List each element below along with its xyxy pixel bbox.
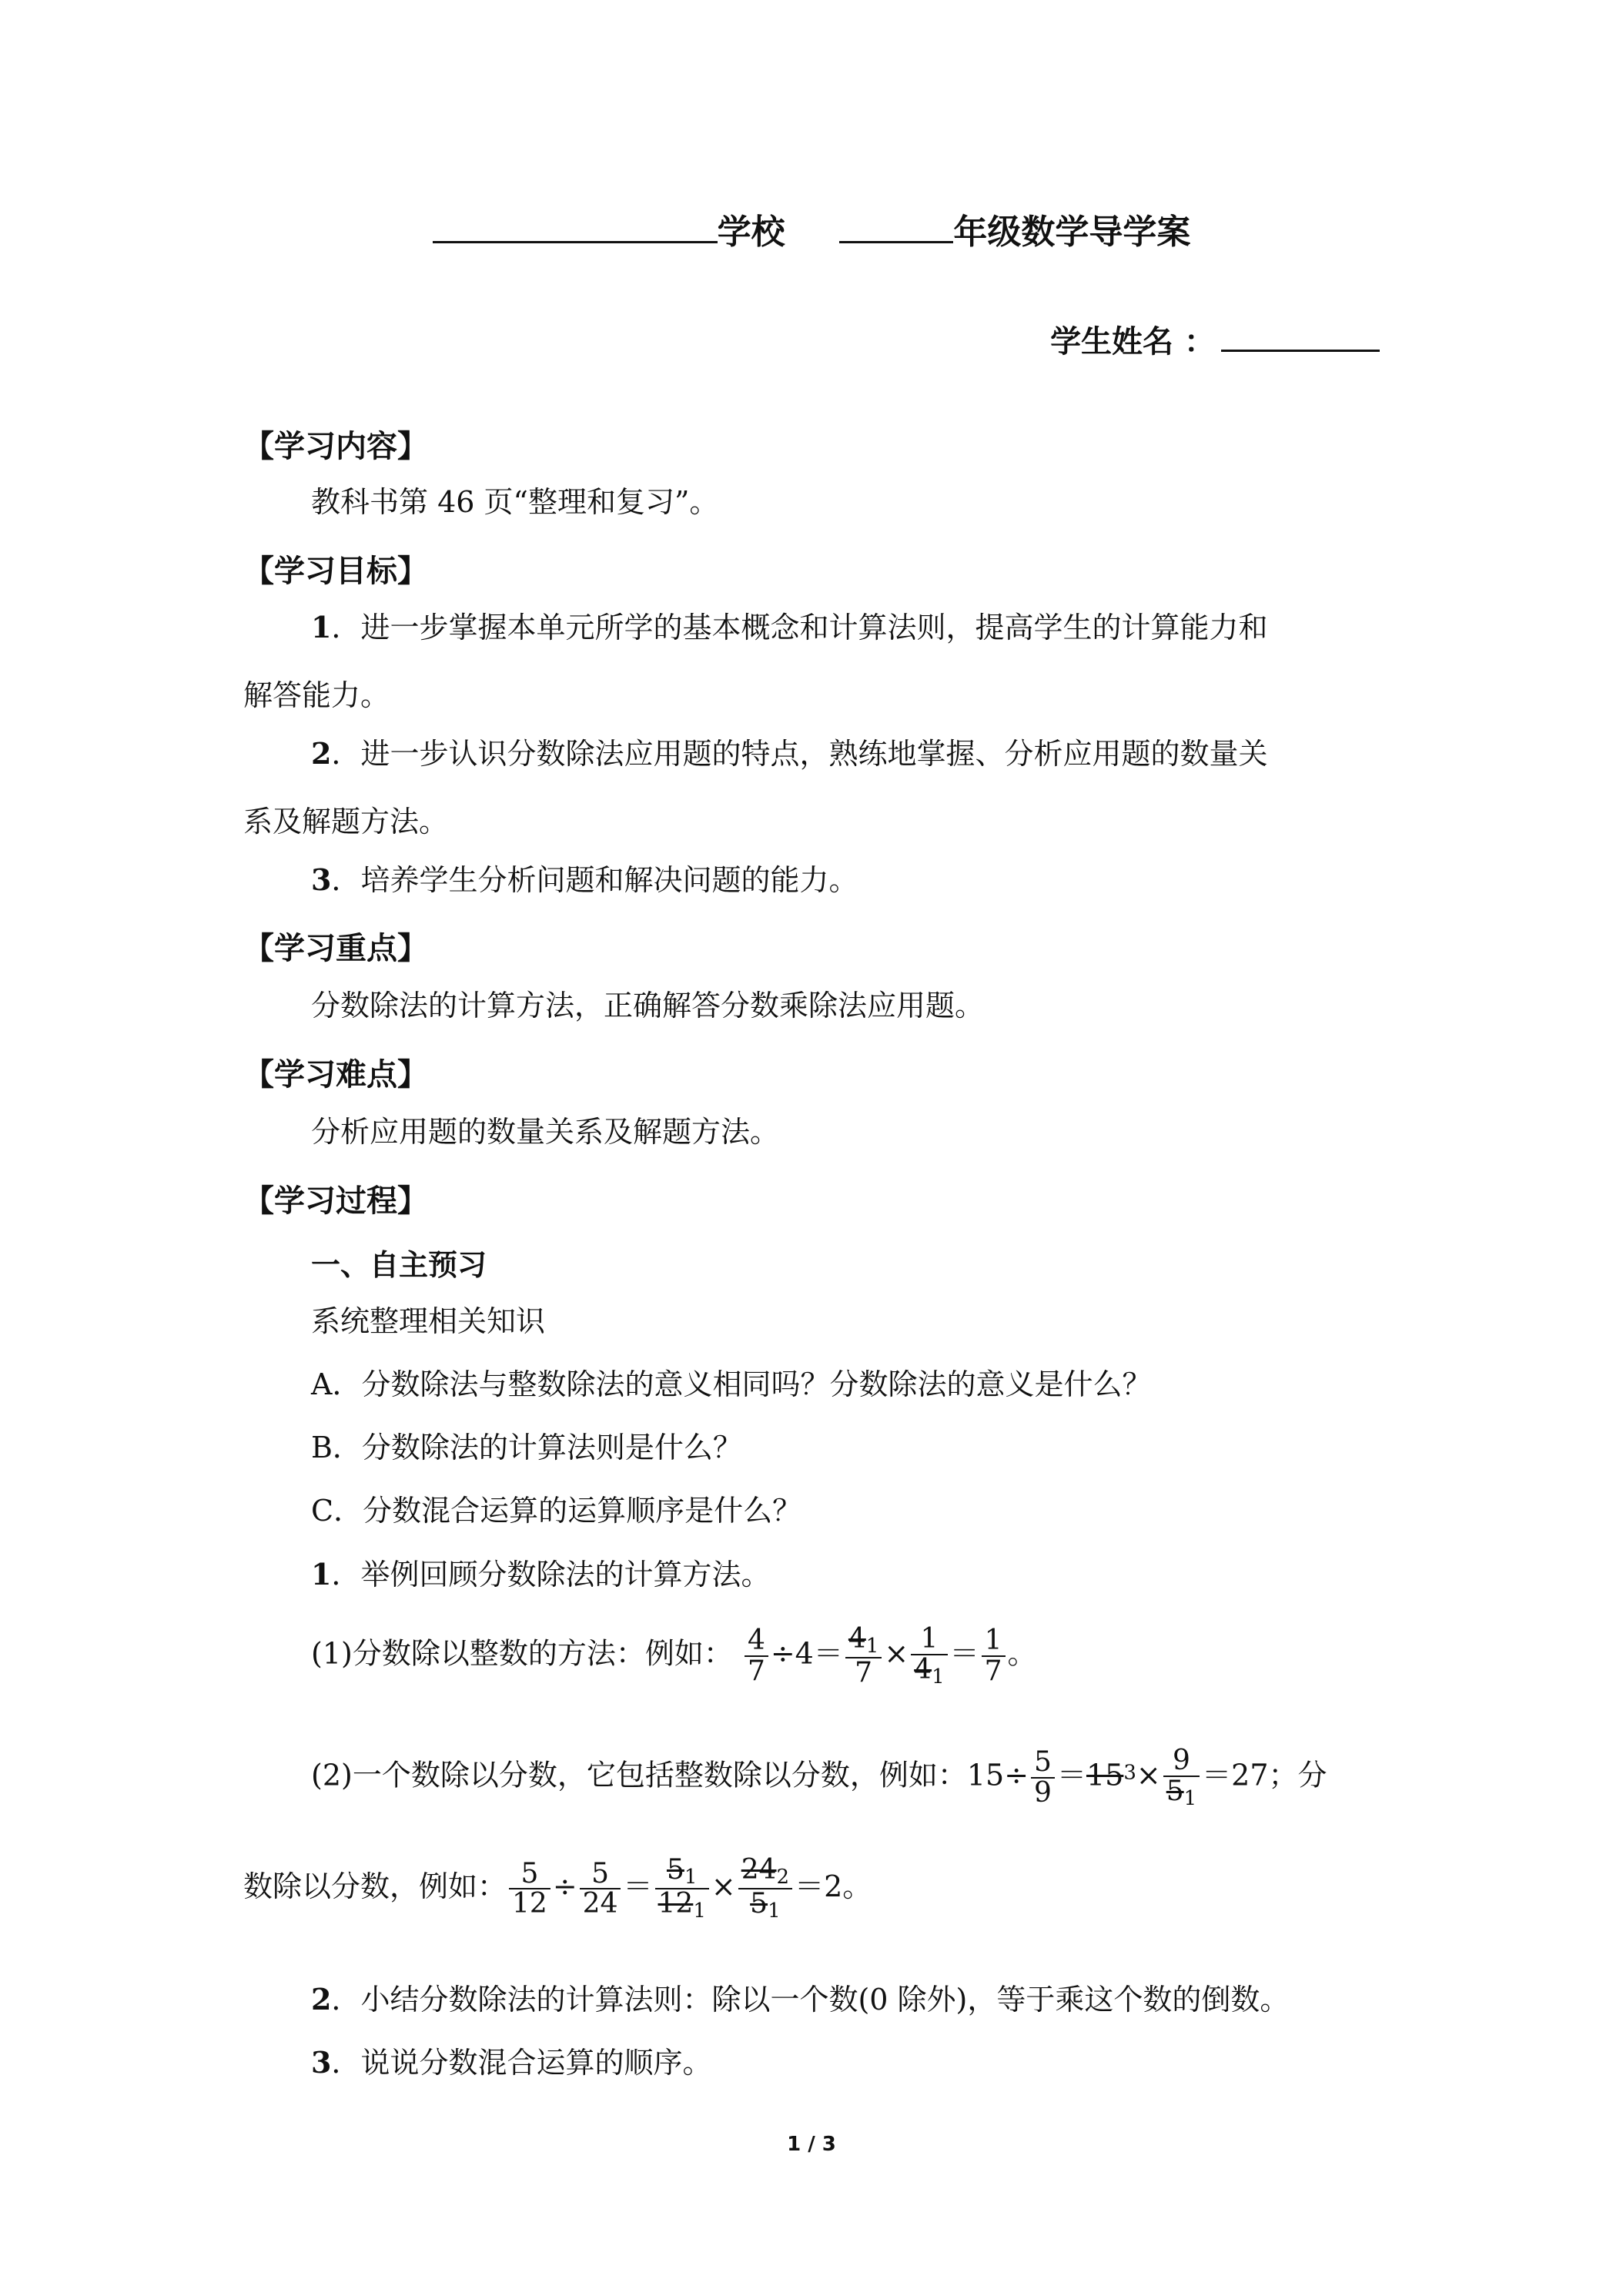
- op: ＝27: [1202, 1758, 1269, 1792]
- cancel-sub: 1: [693, 1899, 706, 1923]
- cancel-sub: 3: [1123, 1761, 1136, 1785]
- step-1-num: 1: [311, 1557, 332, 1591]
- op: ＝: [949, 1636, 979, 1671]
- fraction-num: 1: [911, 1625, 947, 1655]
- section-process-title: 【学习过程】: [243, 1183, 428, 1219]
- op: ÷: [552, 1869, 577, 1903]
- op: ＝2。: [795, 1869, 872, 1903]
- example-3-label: 数除以分数，例如：: [243, 1869, 507, 1903]
- part1-intro: 系统整理相关知识: [311, 1304, 546, 1338]
- cancel-sub: 1: [1183, 1786, 1197, 1810]
- fraction: [845, 1625, 882, 1688]
- fraction: [911, 1625, 947, 1688]
- school-label: 学校: [717, 213, 785, 252]
- section-difficulty-title: 【学习难点】: [243, 1057, 428, 1093]
- fraction: [1163, 1746, 1200, 1809]
- cancel-den: 5: [1166, 1775, 1184, 1807]
- grade-label: 年级数学导学案: [953, 213, 1191, 252]
- section-content-title: 【学习内容】: [243, 429, 428, 464]
- step-2-num: 2: [311, 1982, 332, 2017]
- goal-2-text: ．进一步认识分数除法应用题的特点，熟练地掌握、分析应用题的数量关: [331, 737, 1268, 771]
- goal-1: [311, 610, 1267, 646]
- cancel-num: 4: [848, 1623, 866, 1655]
- question-c: C．分数混合运算的运算顺序是什么？: [311, 1494, 802, 1528]
- page-number: 1 / 3: [787, 2133, 836, 2156]
- cancel-sub: 1: [932, 1665, 945, 1689]
- fraction: [738, 1856, 792, 1923]
- goal-2-num: 2: [311, 736, 332, 771]
- example-2-tail: ；分: [1268, 1758, 1327, 1792]
- fraction-den: [655, 1889, 709, 1922]
- example-2-label: (2)一个数除以分数，它包括整数除以分数，例如：: [311, 1758, 967, 1792]
- fraction-num: 9: [1163, 1746, 1200, 1777]
- key-text: 分数除法的计算方法，正确解答分数乘除法应用题。: [311, 989, 985, 1022]
- goal-1-num: 1: [311, 610, 332, 644]
- goal-1-text: ．进一步掌握本单元所学的基本概念和计算法则，提高学生的计算能力和: [331, 611, 1268, 644]
- goal-3-text: ．培养学生分析问题和解决问题的能力。: [331, 863, 858, 897]
- op: ×: [1136, 1758, 1161, 1792]
- op: ×: [884, 1636, 909, 1671]
- op: ＝: [1056, 1758, 1086, 1792]
- fraction: [509, 1859, 550, 1919]
- cancel-den: 12: [658, 1888, 694, 1920]
- fraction-num: 5: [509, 1859, 550, 1890]
- student-name-blank: [1221, 322, 1380, 352]
- page-title: [0, 204, 1623, 253]
- cancel-den: 5: [750, 1888, 768, 1920]
- goal-3-num: 3: [311, 862, 332, 897]
- grade-blank: [839, 212, 953, 243]
- step-3-num: 3: [311, 2045, 332, 2080]
- fraction-den: [738, 1889, 792, 1922]
- punct: 。: [1007, 1636, 1037, 1671]
- fraction-den: [1163, 1777, 1200, 1809]
- difficulty-text: 分析应用题的数量关系及解题方法。: [311, 1115, 780, 1149]
- student-name-field: [1050, 317, 1380, 361]
- fraction-den: 7: [855, 1657, 873, 1689]
- fraction-den: 24: [582, 1888, 618, 1920]
- cancel-sub: 2: [776, 1866, 790, 1889]
- fraction: [655, 1856, 709, 1923]
- example-1: [311, 1625, 1037, 1688]
- fraction: [982, 1626, 1006, 1686]
- fraction-num: [655, 1856, 709, 1889]
- cancel-sub: 1: [865, 1635, 879, 1658]
- op: 15÷: [966, 1758, 1029, 1792]
- op: ×: [711, 1869, 736, 1903]
- cancel-sub: 1: [768, 1899, 781, 1923]
- example-2: [311, 1746, 1327, 1809]
- content-text: 教科书第 46 页“整理和复习”。: [311, 485, 719, 519]
- goal-3: [311, 862, 858, 899]
- student-name-label: 学生姓名 ：: [1050, 324, 1215, 360]
- cancel-sub: 1: [684, 1866, 698, 1889]
- fraction-num: 5: [1031, 1748, 1055, 1779]
- fraction-num: 4: [745, 1626, 768, 1657]
- question-b: B．分数除法的计算法则是什么？: [311, 1431, 742, 1464]
- op: ÷4＝: [770, 1636, 843, 1671]
- goal-1-cont: 解答能力。: [243, 678, 390, 712]
- fraction-num: [738, 1856, 792, 1889]
- goal-2-cont: 系及解题方法。: [243, 805, 449, 838]
- cancel-num: 24: [741, 1854, 777, 1886]
- fraction-num: 5: [580, 1859, 621, 1890]
- part1-title: 一、自主预习: [311, 1248, 487, 1282]
- question-a: A．分数除法与整数除法的意义相同吗？分数除法的意义是什么？: [311, 1367, 1152, 1401]
- cancel-num: 15: [1086, 1758, 1124, 1792]
- step-1: [311, 1557, 770, 1593]
- cancel-den: 4: [914, 1653, 932, 1685]
- fraction: [580, 1859, 621, 1919]
- fraction-den: 7: [984, 1655, 1002, 1688]
- step-3-text: ．说说分数混合运算的顺序。: [331, 2046, 712, 2080]
- step-2-text: ．小结分数除法的计算法则：除以一个数(0 除外)，等于乘这个数的倒数。: [331, 1983, 1290, 2017]
- step-1-text: ．举例回顾分数除法的计算方法。: [331, 1558, 771, 1591]
- fraction-num: 1: [982, 1626, 1006, 1657]
- school-blank: [433, 212, 718, 243]
- example-1-label: (1)分数除以整数的方法：例如：: [311, 1636, 733, 1671]
- fraction: [745, 1626, 768, 1686]
- fraction-num: [845, 1625, 882, 1658]
- fraction-den: 12: [512, 1888, 547, 1920]
- cancel-num: 5: [666, 1854, 684, 1886]
- section-goals-title: 【学习目标】: [243, 554, 428, 589]
- step-2: [311, 1982, 1289, 2018]
- goal-2: [311, 736, 1267, 772]
- fraction-den: 7: [747, 1655, 765, 1688]
- section-key-title: 【学习重点】: [243, 931, 428, 966]
- example-3: [243, 1856, 872, 1923]
- fraction-den: 9: [1034, 1777, 1052, 1809]
- step-3: [311, 2045, 711, 2081]
- fraction: [1031, 1748, 1055, 1808]
- op: ＝: [623, 1869, 653, 1903]
- fraction-den: [911, 1655, 947, 1688]
